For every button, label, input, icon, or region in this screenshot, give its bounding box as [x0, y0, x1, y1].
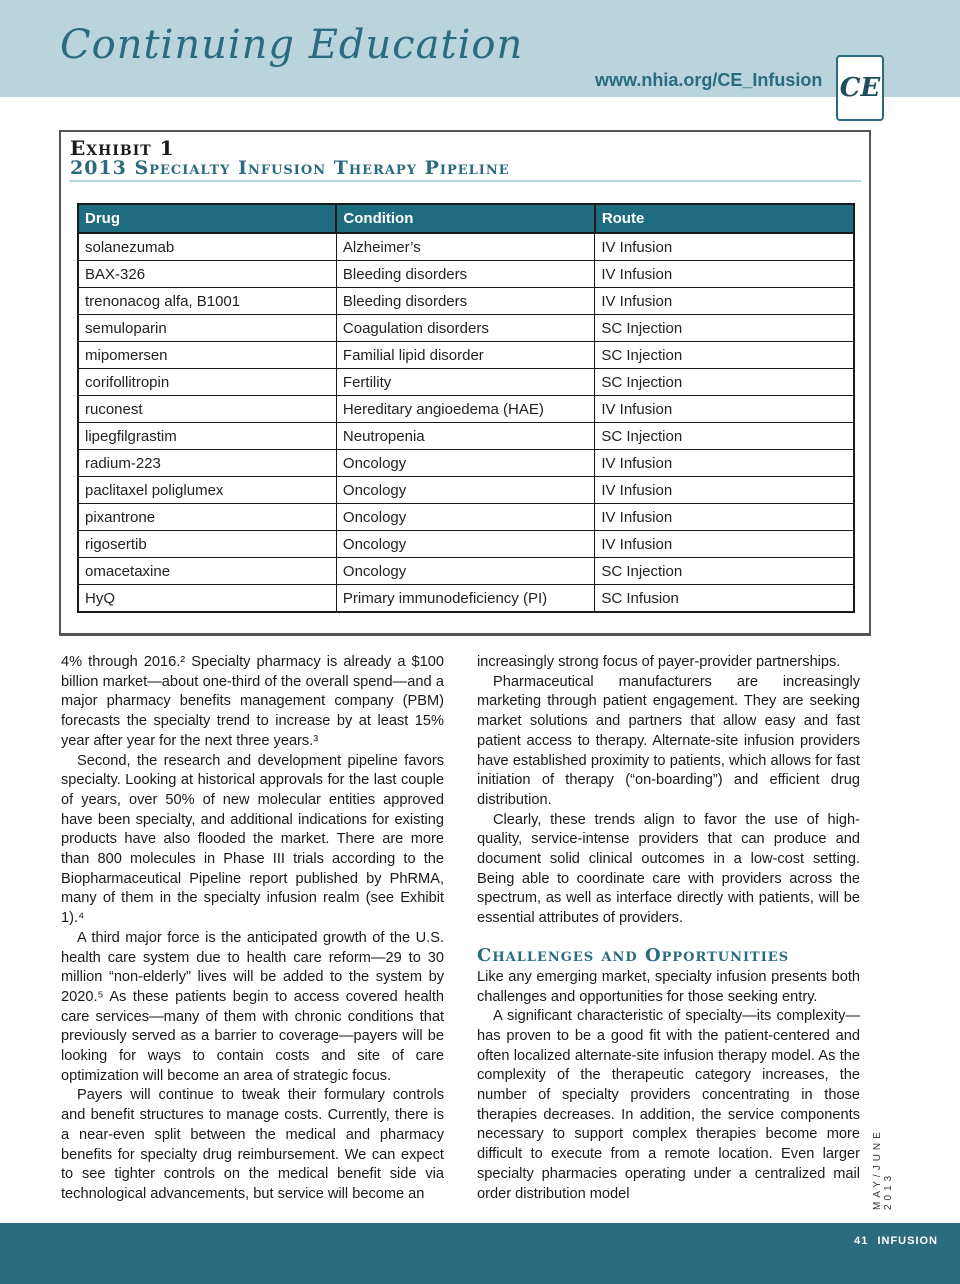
- pipeline-table: [77, 203, 855, 613]
- exhibit-box: [59, 130, 871, 636]
- route-cell: IV Infusion: [595, 396, 854, 423]
- drug-cell: radium-223: [78, 450, 336, 477]
- table-row: [78, 531, 854, 558]
- condition-cell: Neutropenia: [336, 423, 594, 450]
- header-band: [0, 0, 960, 97]
- drug-cell: omacetaxine: [78, 558, 336, 585]
- paragraph: A third major force is the anticipated growth of the U.S. health care system due to health care reform—29 to 30 million “non-elderly” lives will be added to the system by 2020.⁵ As these patients begin to access covered health care services—many of them with chronic conditions that previously served as a barrier to coverage—payers will be looking for ways to contain costs and site of care optimization will become an area of strategic focus.: [61, 929, 444, 1084]
- table-row: [78, 396, 854, 423]
- article-column-right: [477, 653, 860, 1204]
- column-header-drug: Drug: [78, 204, 336, 233]
- page-number: 41: [854, 1235, 869, 1247]
- table-row: [78, 369, 854, 396]
- condition-cell: Oncology: [336, 477, 594, 504]
- drug-cell: BAX-326: [78, 261, 336, 288]
- section-heading: Challenges and Opportunities: [477, 944, 790, 966]
- route-cell: SC Injection: [595, 423, 854, 450]
- footer-folio: [848, 1235, 938, 1247]
- condition-cell: Hereditary angioedema (HAE): [336, 396, 594, 423]
- table-row: [78, 450, 854, 477]
- table-row: [78, 423, 854, 450]
- table-row: [78, 477, 854, 504]
- drug-cell: mipomersen: [78, 342, 336, 369]
- paragraph: A significant characteristic of specialty—its complexity—has proven to be a good fit with the patient-centered and often localized alternate-site infusion therapy model. As the complexity of the therapeutic category increases, the number of specialty providers concentrating in those therapies decreases. In addition, the service components necessary to support complex therapies become more difficult to execute from a remote location. Even larger specialty pharmacies operating under a centralized mail order distribution model: [477, 1008, 860, 1202]
- paragraph: Clearly, these trends align to favor the use of high-quality, service-intense providers that can produce and document solid clinical outcomes in a low-cost setting. Being able to coordinate care with providers across the spectrum, as well as interface directly with patients, will be essential attributes of providers.: [477, 811, 860, 927]
- route-cell: SC Injection: [595, 315, 854, 342]
- condition-cell: Fertility: [336, 369, 594, 396]
- table-row: [78, 558, 854, 585]
- paragraph: Like any emerging market, specialty infusion presents both challenges and opportunities for those seeking entry.: [477, 968, 860, 1005]
- table-row: [78, 504, 854, 531]
- table-header-row: [78, 204, 854, 233]
- paragraph: Second, the research and development pipeline favors specialty. Looking at historical approvals for the last couple of years, over 50% of new molecular entities approved have been specialty, and additional indications for existing products have also flooded the market. There are more than 800 molecules in Phase III trials according to the Biopharmaceutical Pipeline report published by PhRMA, many of them in the specialty infusion realm (see Exhibit 1).⁴: [61, 752, 444, 927]
- route-cell: SC Injection: [595, 342, 854, 369]
- drug-cell: rigosertib: [78, 531, 336, 558]
- route-cell: IV Infusion: [595, 531, 854, 558]
- issue-date: MAY/JUNE 2013: [872, 1128, 894, 1210]
- route-cell: IV Infusion: [595, 450, 854, 477]
- drug-cell: pixantrone: [78, 504, 336, 531]
- drug-cell: lipegfilgrastim: [78, 423, 336, 450]
- drug-cell: paclitaxel poliglumex: [78, 477, 336, 504]
- route-cell: IV Infusion: [595, 504, 854, 531]
- route-cell: SC Injection: [595, 369, 854, 396]
- paragraph: Payers will continue to tweak their formulary controls and benefit structures to manage costs. Currently, there is a near-even split between the medical and pharmacy benefits for specialty drug reimbursement. We can expect to see tighter controls on the medical benefit side via technological advancements, but service will become an: [61, 1087, 444, 1202]
- route-cell: IV Infusion: [595, 233, 854, 261]
- route-cell: IV Infusion: [595, 261, 854, 288]
- table-row: [78, 261, 854, 288]
- column-header-condition: Condition: [336, 204, 594, 233]
- route-cell: SC Infusion: [595, 585, 854, 613]
- condition-cell: Alzheimer’s: [336, 233, 594, 261]
- drug-cell: solanezumab: [78, 233, 336, 261]
- column-header-route: Route: [595, 204, 854, 233]
- condition-cell: Oncology: [336, 531, 594, 558]
- condition-cell: Bleeding disorders: [336, 288, 594, 315]
- condition-cell: Familial lipid disorder: [336, 342, 594, 369]
- exhibit-label: Exhibit 1: [70, 136, 175, 160]
- paragraph: 4% through 2016.² Specialty pharmacy is already a $100 billion market—about one-third of the overall spend—and a major pharmacy benefits management company (PBM) forecasts the specialty trend to increase by at least 15% year after year for the next three years.³: [61, 654, 444, 749]
- condition-cell: Bleeding disorders: [336, 261, 594, 288]
- route-cell: IV Infusion: [595, 477, 854, 504]
- drug-cell: HyQ: [78, 585, 336, 613]
- paragraph: Pharmaceutical manufacturers are increasingly marketing through patient engagement. They are seeking market solutions and partners that allow easy and fast patient access to therapy. Alternate-site infusion providers have established proximity to patients, which allows for fast initiation of therapy (“on-boarding”) and efficient drug distribution.: [477, 673, 860, 808]
- paragraph: increasingly strong focus of payer-provider partnerships.: [477, 654, 841, 670]
- drug-cell: semuloparin: [78, 315, 336, 342]
- footer-band: [0, 1223, 960, 1284]
- drug-cell: corifollitropin: [78, 369, 336, 396]
- article-column-left: [61, 653, 444, 1205]
- route-cell: SC Injection: [595, 558, 854, 585]
- ce-url-link[interactable]: www.nhia.org/CE_Infusion: [595, 70, 823, 90]
- table-row: [78, 288, 854, 315]
- exhibit-title: 2013 Specialty Infusion Therapy Pipeline: [70, 157, 510, 179]
- section-title: Continuing Education: [60, 22, 524, 68]
- condition-cell: Oncology: [336, 504, 594, 531]
- ce-logo: CE: [836, 55, 884, 121]
- table-row: [78, 585, 854, 613]
- drug-cell: trenonacog alfa, B1001: [78, 288, 336, 315]
- table-row: [78, 342, 854, 369]
- table-row: [78, 315, 854, 342]
- exhibit-divider: [69, 180, 861, 182]
- magazine-name: INFUSION: [877, 1235, 938, 1247]
- condition-cell: Oncology: [336, 450, 594, 477]
- condition-cell: Coagulation disorders: [336, 315, 594, 342]
- table-row: [78, 233, 854, 261]
- condition-cell: Oncology: [336, 558, 594, 585]
- drug-cell: ruconest: [78, 396, 336, 423]
- route-cell: IV Infusion: [595, 288, 854, 315]
- condition-cell: Primary immunodeficiency (PI): [336, 585, 594, 613]
